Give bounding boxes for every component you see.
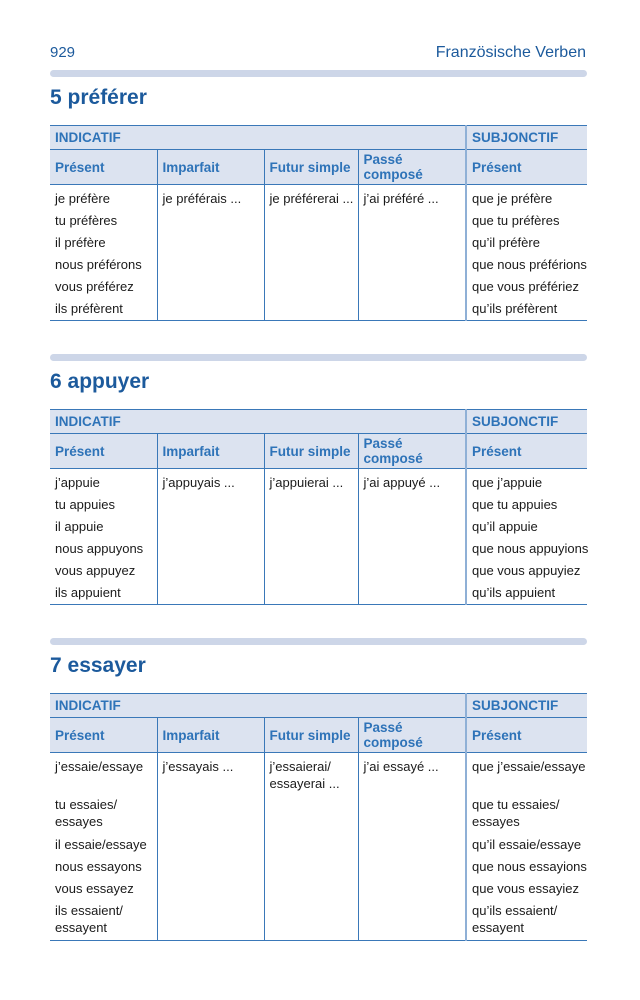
- form: que vous appuyiez: [472, 563, 581, 578]
- form: tu essaies/ essayes: [55, 797, 118, 829]
- futur-form: [264, 753, 358, 941]
- form: qu’ils appuient: [472, 585, 556, 600]
- form: que tu préfères: [472, 213, 560, 228]
- form: vous appuyez: [55, 563, 136, 578]
- form: tu préfères: [55, 213, 118, 228]
- form: j’ai préféré ...: [363, 191, 439, 206]
- mood-subjonctif: SUBJONCTIF: [466, 126, 587, 150]
- verb-title: 5 préférer: [50, 86, 147, 109]
- form: que j’essaie/essaye: [472, 759, 586, 774]
- tense-futur-simple: Futur simple: [264, 434, 358, 469]
- form: je préfère: [55, 191, 110, 206]
- form: vous préférez: [55, 279, 134, 294]
- form: ils appuient: [55, 585, 121, 600]
- tense-present: Présent: [50, 434, 157, 469]
- verb-title: 6 appuyer: [50, 370, 150, 393]
- form: vous essayez: [55, 881, 134, 896]
- section-divider: [50, 638, 587, 645]
- mood-indicatif: INDICATIF: [50, 126, 466, 150]
- form: j’ai appuyé ...: [363, 475, 441, 490]
- imparfait-form: [157, 753, 264, 941]
- tense-imparfait: Imparfait: [157, 718, 264, 753]
- form: que tu essaies/ essayes: [472, 797, 560, 829]
- imparfait-form: [157, 185, 264, 321]
- tense-imparfait: Imparfait: [157, 150, 264, 185]
- form: que nous appuyions: [472, 541, 589, 556]
- form: j’appuierai ...: [269, 475, 344, 490]
- form: il essaie/essaye: [55, 837, 147, 852]
- mood-indicatif: INDICATIF: [50, 694, 466, 718]
- tense-subj-present: Présent: [466, 150, 587, 185]
- form: que tu appuies: [472, 497, 558, 512]
- form: j’appuyais ...: [162, 475, 235, 490]
- tense-subj-present: Présent: [466, 434, 587, 469]
- tense-imparfait: Imparfait: [157, 434, 264, 469]
- section-divider: [50, 70, 587, 77]
- tense-present: Présent: [50, 718, 157, 753]
- form: que nous préférions: [472, 257, 587, 272]
- tense-passe-compose: Passé composé: [358, 150, 466, 185]
- conjugation-table: [50, 125, 587, 321]
- passe-compose-form: [358, 753, 466, 941]
- form: qu’il essaie/essaye: [472, 837, 582, 852]
- form: nous préférons: [55, 257, 142, 272]
- conjugation-table: [50, 693, 587, 941]
- form: il préfère: [55, 235, 106, 250]
- subjonctif-forms: [466, 753, 587, 941]
- tense-futur-simple: Futur simple: [264, 718, 358, 753]
- form: qu’il appuie: [472, 519, 538, 534]
- subjonctif-forms: [466, 469, 587, 605]
- form: il appuie: [55, 519, 104, 534]
- tense-subj-present: Présent: [466, 718, 587, 753]
- tense-passe-compose: Passé composé: [358, 718, 466, 753]
- form: qu’ils préfèrent: [472, 301, 558, 316]
- form: je préférerai ...: [269, 191, 354, 206]
- tense-present: Présent: [50, 150, 157, 185]
- form: j’essaie/essaye: [55, 759, 144, 774]
- form: que je préfère: [472, 191, 553, 206]
- mood-indicatif: INDICATIF: [50, 410, 466, 434]
- form: qu’il préfère: [472, 235, 540, 250]
- form: que vous essayiez: [472, 881, 579, 896]
- form: j’essayais ...: [162, 759, 234, 774]
- present-forms: [50, 469, 157, 605]
- present-forms: [50, 185, 157, 321]
- form: nous essayons: [55, 859, 142, 874]
- tense-passe-compose: Passé composé: [358, 434, 466, 469]
- subjonctif-forms: [466, 185, 587, 321]
- form: que j’appuie: [472, 475, 543, 490]
- form: nous appuyons: [55, 541, 144, 556]
- passe-compose-form: [358, 469, 466, 605]
- form: j’appuie: [55, 475, 100, 490]
- passe-compose-form: [358, 185, 466, 321]
- futur-form: [264, 469, 358, 605]
- form: que vous préfériez: [472, 279, 579, 294]
- mood-subjonctif: SUBJONCTIF: [466, 694, 587, 718]
- imparfait-form: [157, 469, 264, 605]
- form: ils préfèrent: [55, 301, 123, 316]
- page-number: 929: [50, 44, 76, 61]
- form: je préférais ...: [162, 191, 242, 206]
- form: tu appuies: [55, 497, 115, 512]
- conjugation-table: [50, 409, 587, 605]
- running-title: Französische Verben: [435, 44, 586, 61]
- form: j’essaierai/ essayerai ...: [269, 759, 340, 791]
- present-forms: [50, 753, 157, 941]
- verb-title: 7 essayer: [50, 654, 146, 677]
- form: ils essaient/ essayent: [55, 903, 123, 935]
- form: que nous essayions: [472, 859, 587, 874]
- mood-subjonctif: SUBJONCTIF: [466, 410, 587, 434]
- section-divider: [50, 354, 587, 361]
- form: qu’ils essaient/ essayent: [472, 903, 558, 935]
- form: j’ai essayé ...: [363, 759, 439, 774]
- futur-form: [264, 185, 358, 321]
- tense-futur-simple: Futur simple: [264, 150, 358, 185]
